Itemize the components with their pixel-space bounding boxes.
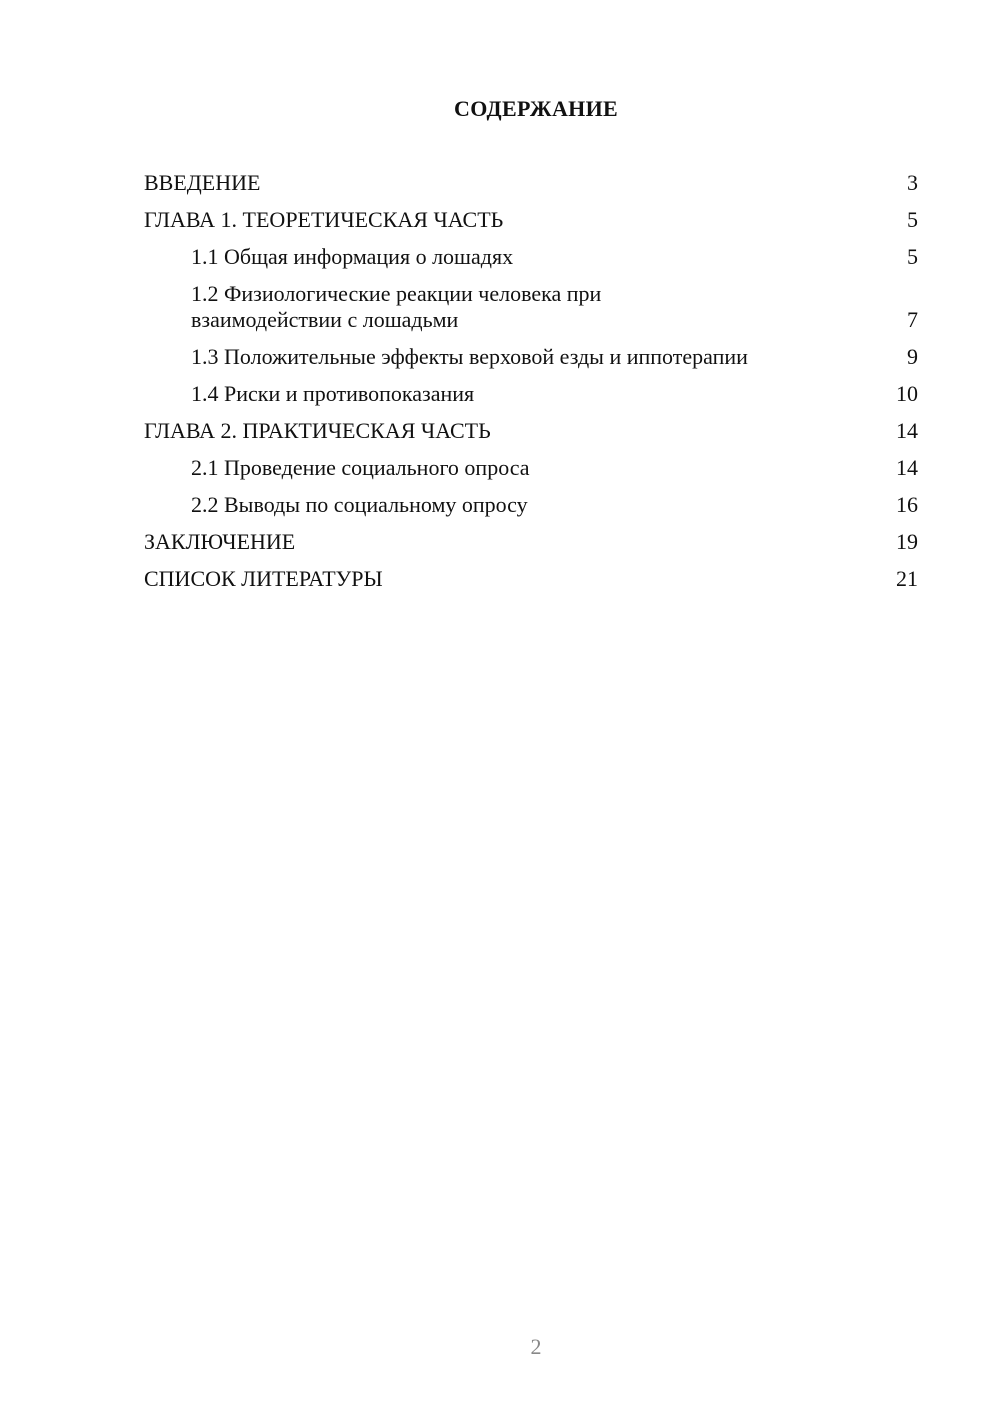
- toc-entry-text: 1.1 Общая информация о лошадях: [191, 244, 514, 269]
- toc-entry-page: 14: [896, 455, 918, 480]
- toc-entry-page: 9: [907, 344, 918, 369]
- toc-entry-section-1-1: [144, 244, 918, 270]
- toc-entry-text: ЗАКЛЮЧЕНИЕ: [144, 529, 296, 554]
- toc-entry-conclusion: [144, 529, 918, 555]
- toc-entry-bibliography: [144, 566, 918, 592]
- toc-entry-page: 7: [907, 307, 918, 332]
- toc-entry-text: 1.3 Положительные эффекты верховой езды и иппотерапии: [191, 344, 748, 369]
- toc-entry-page: 10: [896, 381, 918, 406]
- toc-entry-section-2-1: [144, 455, 918, 481]
- toc-entry-text: ВВЕДЕНИЕ: [144, 170, 261, 195]
- toc-entry-page: 14: [896, 418, 918, 443]
- toc-entry-page: 5: [907, 207, 918, 232]
- page-number: 2: [530, 1334, 542, 1359]
- toc-entry-page: 3: [907, 170, 918, 195]
- toc-entry-section-1-3: [144, 344, 918, 370]
- toc-entry-text: 2.2 Выводы по социальному опросу: [191, 492, 528, 517]
- toc-entry-page: 5: [907, 244, 918, 269]
- toc-entry-page: 16: [896, 492, 918, 517]
- toc-entry-chapter-2: [144, 418, 918, 444]
- toc-entry-text: 1.4 Риски и противопоказания: [191, 381, 475, 406]
- toc-entry-section-1-2: [144, 281, 918, 333]
- toc-entry-page: 21: [896, 566, 918, 591]
- toc-entry-text: ГЛАВА 2. ПРАКТИЧЕСКАЯ ЧАСТЬ: [144, 418, 491, 443]
- toc-entry-page: 19: [896, 529, 918, 554]
- table-of-contents: [144, 170, 918, 603]
- toc-entry-section-2-2: [144, 492, 918, 518]
- toc-entry-text: 1.2 Физиологические реакции человека при взаимодействии с лошадьми: [191, 281, 602, 332]
- page-title: СОДЕРЖАНИЕ: [454, 96, 618, 121]
- toc-entry-chapter-1: [144, 207, 918, 233]
- toc-entry-section-1-4: [144, 381, 918, 407]
- toc-entry-text: СПИСОК ЛИТЕРАТУРЫ: [144, 566, 383, 591]
- toc-entry-text: 2.1 Проведение социального опроса: [191, 455, 530, 480]
- toc-entry-introduction: [144, 170, 918, 196]
- toc-entry-text: ГЛАВА 1. ТЕОРЕТИЧЕСКАЯ ЧАСТЬ: [144, 207, 504, 232]
